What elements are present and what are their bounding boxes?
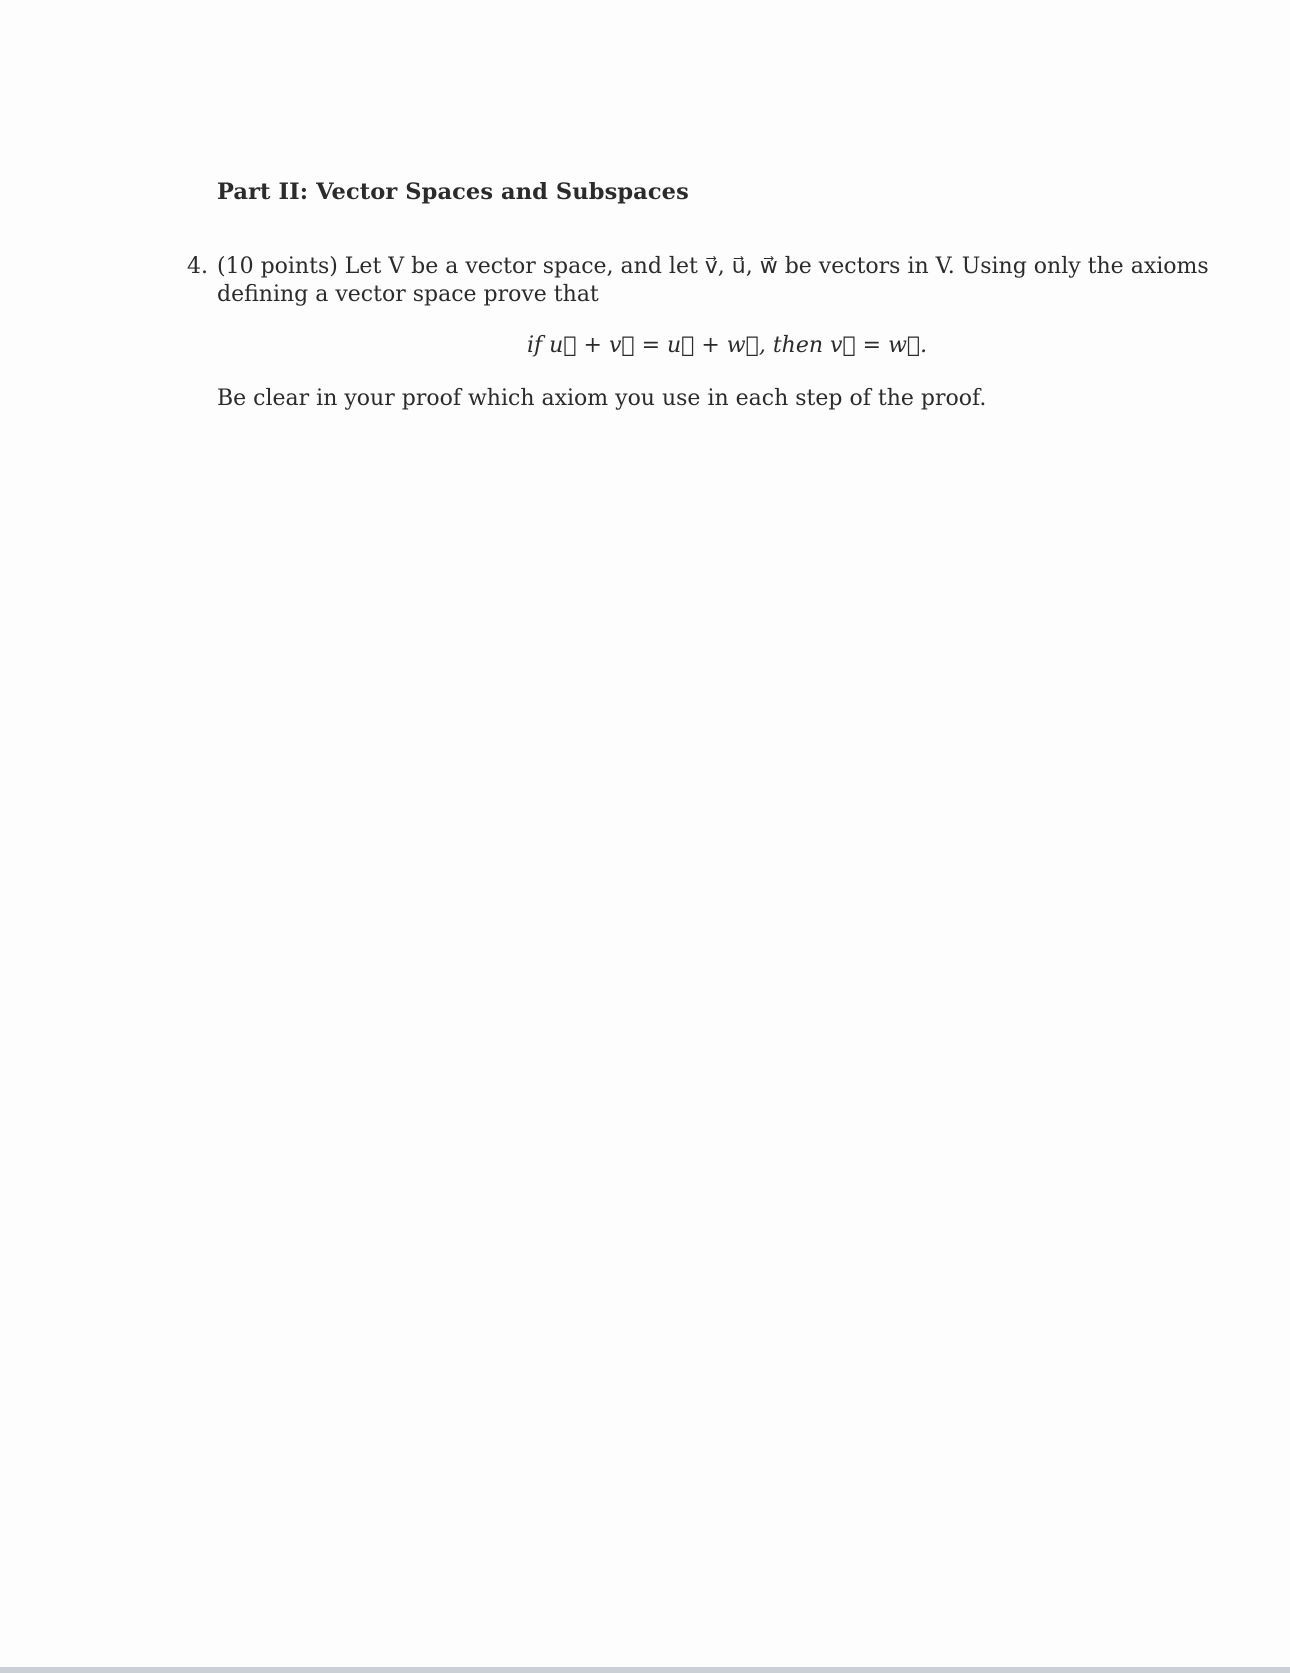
problem-statement <box>217 253 1209 309</box>
problem-number: 4. <box>187 254 208 279</box>
bottom-scroll-edge <box>0 1667 1290 1673</box>
display-equation: if u⃗ + v⃗ = u⃗ + w⃗, then v⃗ = w⃗. <box>527 333 928 358</box>
section-title: Part II: Vector Spaces and Subspaces <box>217 179 689 205</box>
problem-line-2: defining a vector space prove that <box>217 282 599 307</box>
problem-line-1: (10 points) Let V be a vector space, and let v⃗, u⃗, w⃗ be vectors in V. Using only the axioms <box>217 254 1209 279</box>
problem-instruction: Be clear in your proof which axiom you use in each step of the proof. <box>217 386 987 411</box>
